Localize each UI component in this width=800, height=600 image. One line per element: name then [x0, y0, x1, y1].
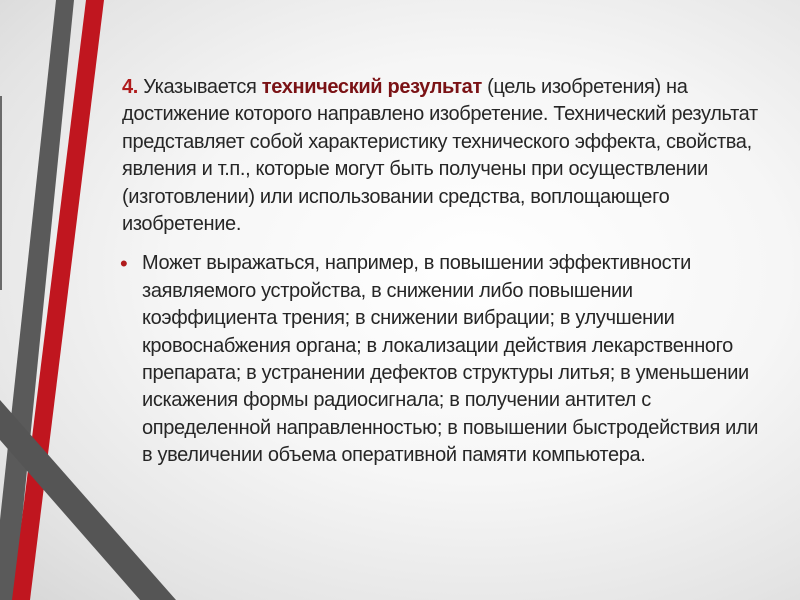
list-item — [120, 250, 772, 469]
paragraph-lead: Указывается — [137, 76, 262, 98]
bullet-text: Может выражаться, например, в повышении эффективности заявляемого устройства, в снижении либо повышении коэффициента трения; в снижении вибрации; в улучшении кровоснабжения органа; в локализации действия лекарственного препарата; в устранении дефектов структуры литья; в уменьшении искажения формы радиосигнала; в получении антител с определенной направленностью; в повышении быстродействия или в увеличении объема оперативной памяти компьютера. — [142, 252, 759, 467]
main-paragraph — [122, 74, 772, 238]
item-number: 4. — [122, 76, 138, 98]
gray-stripe-left — [0, 96, 2, 290]
highlighted-term: технический результат — [261, 76, 482, 98]
bullet-list — [122, 250, 772, 469]
content-area — [122, 74, 772, 470]
paragraph-rest: (цель изобретения) на достижение которого направлено изобретение. Технический результат представляет собой характеристику технического эффекта, свойства, явления и т.п., которые могут быть получены при осуществлении (изготовлении) или использовании средства, воплощающего изобретение. — [122, 76, 758, 236]
bullet-icon: • — [120, 251, 128, 277]
